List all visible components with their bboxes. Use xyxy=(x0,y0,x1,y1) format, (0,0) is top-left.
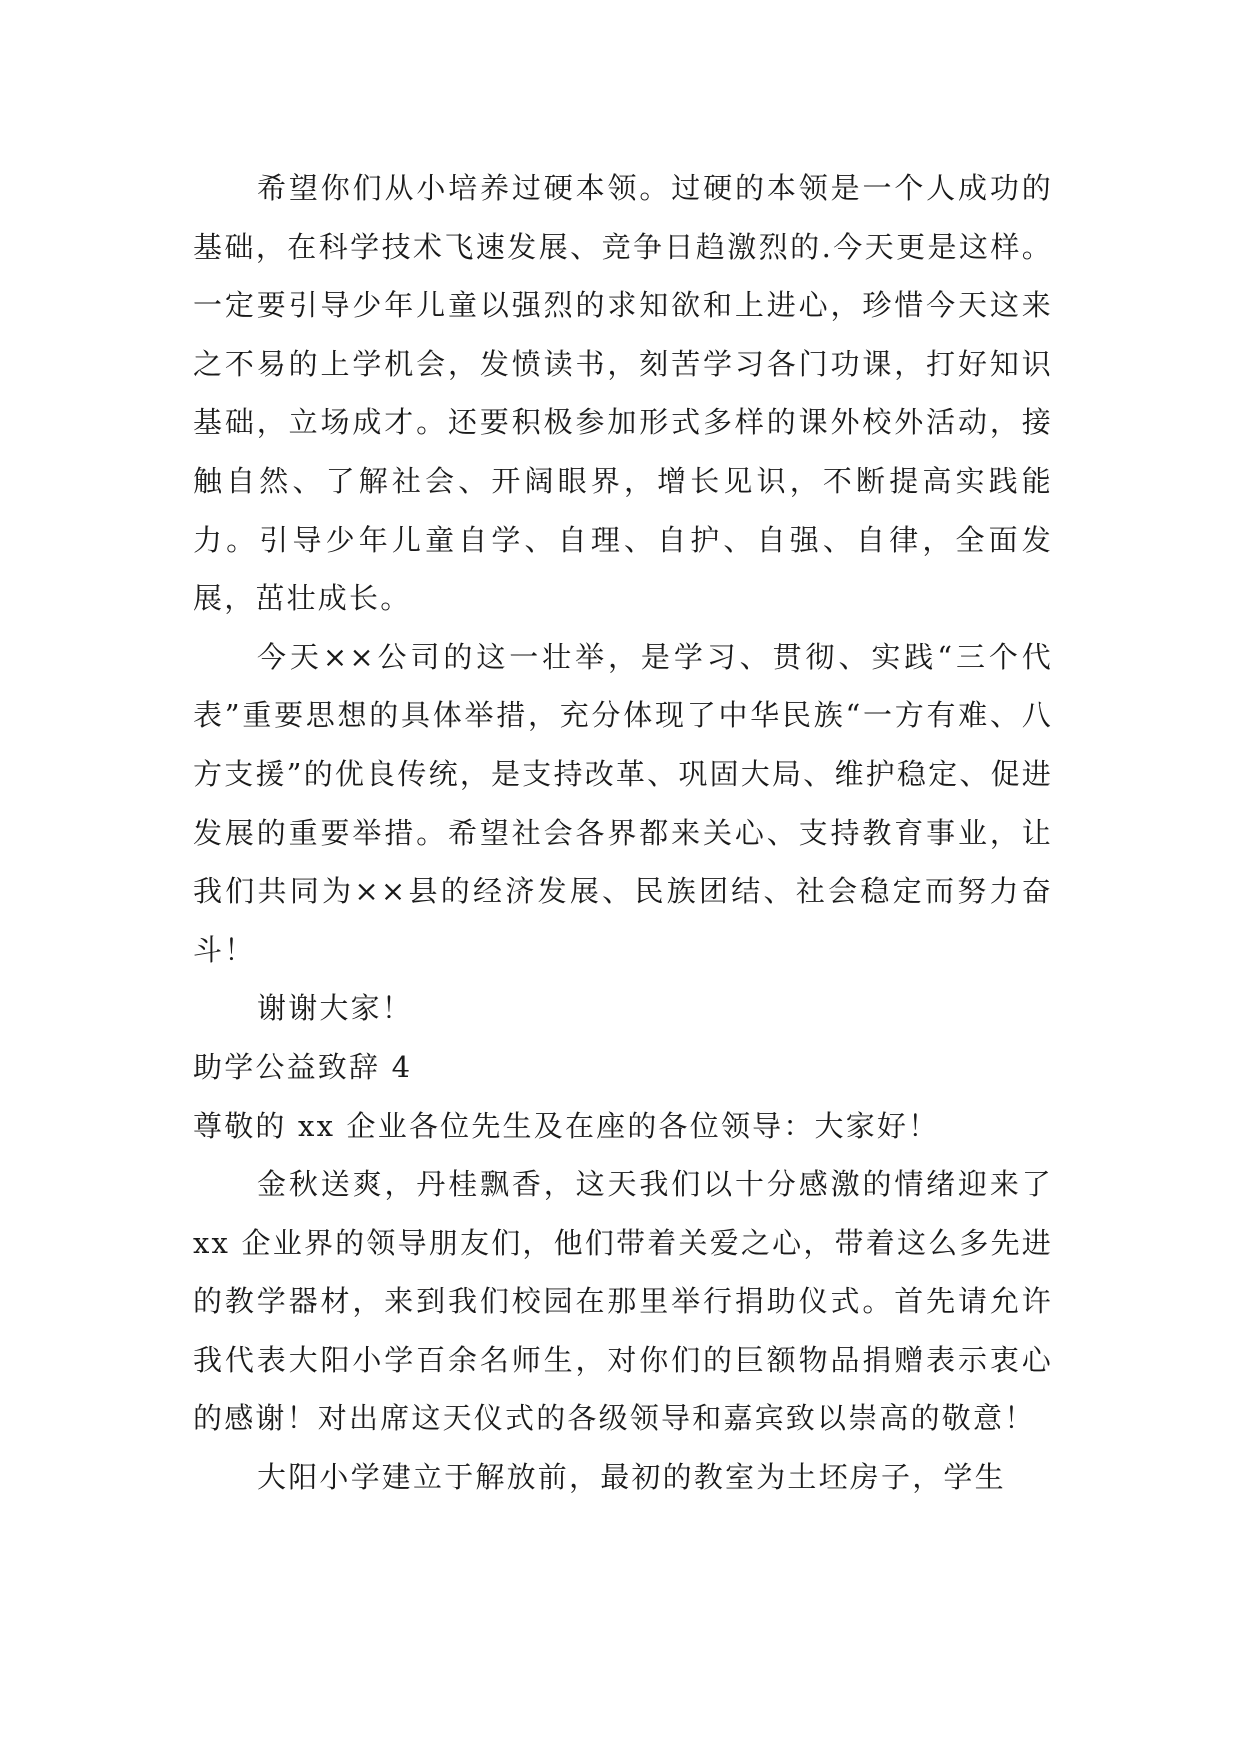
document-body xyxy=(193,159,1053,1507)
salutation: 尊敬的 xx 企业各位先生及在座的各位领导：大家好！ xyxy=(193,1108,940,1143)
paragraph-thanks: 谢谢大家！ xyxy=(257,991,414,1026)
paragraph-company-initiative: 今天××公司的这一壮举，是学习、贯彻、实践“三个代表”重要思想的具体举措，充分体现了中华民族“一方有难、八方支援”的优良传统，是支持改革、巩固大局、维护稳定、促进发展的重要举措。希望社会各界都来关心、支持教育事业，让我们共同为××县的经济发展、民族团结、社会稳定而努力奋斗！ xyxy=(193,639,1053,967)
paragraph-skills: 希望你们从小培养过硬本领。过硬的本领是一个人成功的基础，在科学技术飞速发展、竞争日趋激烈的.今天更是这样。一定要引导少年儿童以强烈的求知欲和上进心，珍惜今天这来之不易的上学机会，发愤读书，刻苦学习各门功课，打好知识基础，立场成才。还要积极参加形式多样的课外校外活动，接触自然、了解社会、开阔眼界，增长见识，不断提高实践能力。引导少年儿童自学、自理、自护、自强、自律，全面发展，茁壮成长。 xyxy=(193,171,1053,616)
section-heading: 助学公益致辞 4 xyxy=(193,1049,413,1084)
paragraph-donation-ceremony: 金秋送爽，丹桂飘香，这天我们以十分感激的情绪迎来了 xx 企业界的领导朋友们，他们带着关爱之心，带着这么多先进的教学器材，来到我们校园在那里举行捐助仪式。首先请允许我代表大阳小学百余名师生，对你们的巨额物品捐赠表示衷心的感谢！对出席这天仪式的各级领导和嘉宾致以崇高的敬意！ xyxy=(193,1167,1053,1436)
paragraph-school-history: 大阳小学建立于解放前，最初的教室为土坯房子，学生 xyxy=(257,1460,1006,1495)
